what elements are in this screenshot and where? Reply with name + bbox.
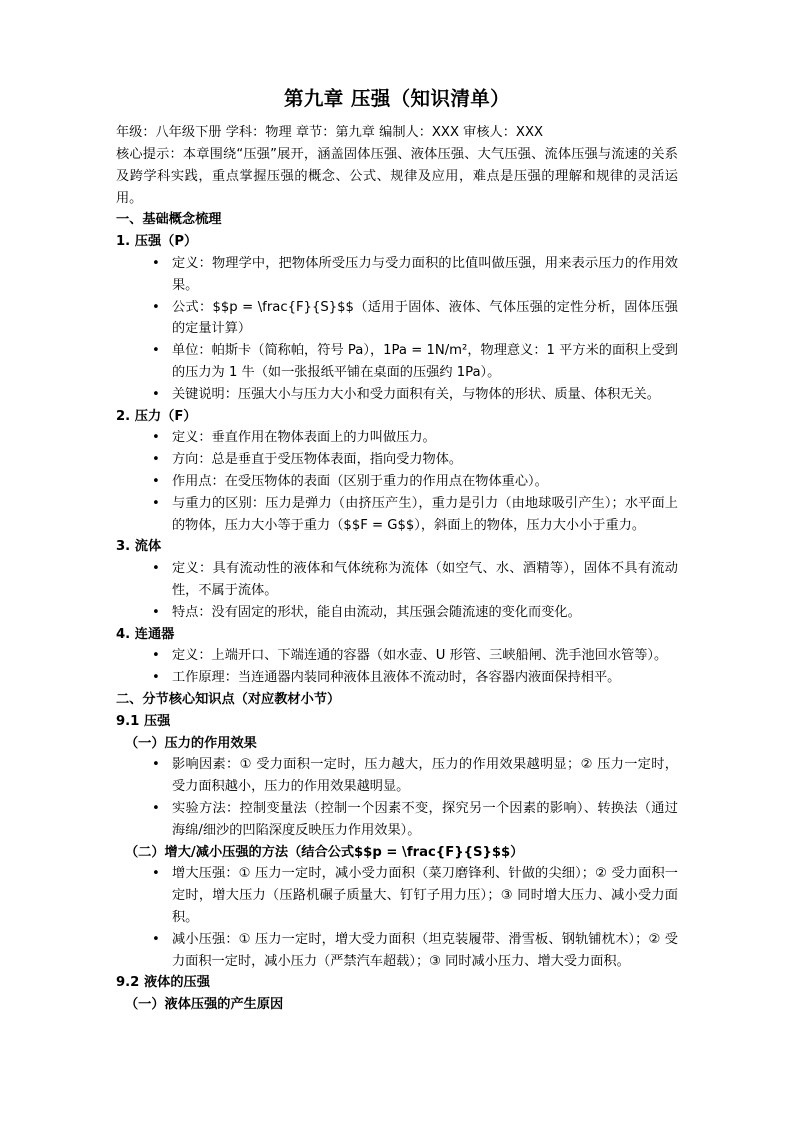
group-heading-change-pressure-methods: （二）增大/减小压强的方法（结合公式$$p = \frac{F}{S}$$） — [125, 844, 524, 860]
bullet-list-pressure — [116, 253, 678, 406]
list-item: • 与重力的区别：压力是弹力（由挤压产生），重力是引力（由地球吸引产生）；水平面上的物体，压力大小等于重力（$$F = G$$），斜面上的物体，压力大小小于重力。 — [116, 493, 678, 537]
list-item: • 增大压强：① 压力一定时，减小受力面积（菜刀磨锋利、针做的尖细）；② 受力面积一定时，增大压力（压路机碾子质量大、钉钉子用力压）；③ 同时增大压力、减小受力面积。 — [116, 863, 678, 928]
list-item: • 实验方法：控制变量法（控制一个因素不变，探究另一个因素的影响）、转换法（通过海绵/细沙的凹陷深度反映压力作用效果）。 — [116, 798, 678, 842]
concept-heading-pressure: 1. 压强（P） — [116, 234, 198, 250]
list-item: • 单位：帕斯卡（简称帕，符号 Pa），1Pa = 1N/m²，物理意义：1 平方米的面积上受到的压力为 1 牛（如一张报纸平铺在桌面的压强约 1Pa）。 — [116, 340, 678, 384]
concept-heading-communicating-vessel: 4. 连通器 — [116, 626, 175, 642]
bullet-list-communicating-vessel — [116, 645, 678, 689]
group-heading-liquid-pressure-cause: （一）液体压强的产生原因 — [125, 997, 284, 1013]
list-item: • 关键说明：压强大小与压力大小和受力面积有关，与物体的形状、质量、体积无关。 — [116, 384, 678, 406]
subsection-heading-9-2: 9.2 液体的压强 — [116, 975, 210, 991]
list-item: • 公式：$$p = \frac{F}{S}$$（适用于固体、液体、气体压强的定性分析，固体压强的定量计算） — [116, 297, 678, 341]
list-item: • 定义：上端开口、下端连通的容器（如水壶、U 形管、三峡船闸、洗手池回水管等）。 — [116, 645, 678, 667]
list-item: • 影响因素：① 受力面积一定时，压力越大，压力的作用效果越明显；② 压力一定时，受力面积越小，压力的作用效果越明显。 — [116, 754, 678, 798]
bullet-list-pressure-effect — [116, 754, 678, 841]
bullet-list-fluid — [116, 558, 678, 623]
list-item: • 定义：垂直作用在物体表面上的力叫做压力。 — [116, 427, 678, 449]
list-item: • 特点：没有固定的形状，能自由流动，其压强会随流速的变化而变化。 — [116, 602, 678, 624]
document-metadata-line: 年级：八年级下册 学科：物理 章节：第九章 编制人：XXX 审核人：XXX — [116, 125, 544, 141]
section-two-heading: 二、分节核心知识点（对应教材小节） — [116, 691, 341, 707]
list-item: • 定义：物理学中，把物体所受压力与受力面积的比值叫做压强，用来表示压力的作用效果。 — [116, 253, 678, 297]
bullet-list-change-pressure-methods — [116, 863, 678, 972]
subsection-heading-9-1: 9.1 压强 — [116, 713, 171, 729]
concept-heading-force: 2. 压力（F） — [116, 408, 197, 424]
concept-heading-fluid: 3. 流体 — [116, 539, 162, 555]
list-item: • 工作原理：当连通器内装同种液体且液体不流动时，各容器内液面保持相平。 — [116, 667, 678, 689]
section-one-heading: 一、基础概念梳理 — [116, 212, 222, 228]
list-item: • 方向：总是垂直于受压物体表面，指向受力物体。 — [116, 449, 678, 471]
list-item: • 作用点：在受压物体的表面（区别于重力的作用点在物体重心）。 — [116, 471, 678, 493]
bullet-list-force — [116, 427, 678, 536]
core-tip-paragraph: 核心提示：本章围绕“压强”展开，涵盖固体压强、液体压强、大气压强、流体压强与流速的关系及跨学科实践，重点掌握压强的概念、公式、规律及应用，难点是压强的理解和规律的灵活运用。 — [116, 147, 678, 206]
page-title: 第九章 压强（知识清单） — [283, 87, 511, 110]
group-heading-pressure-effect: （一）压力的作用效果 — [125, 735, 257, 751]
document-content — [116, 84, 678, 1016]
list-item: • 定义：具有流动性的液体和气体统称为流体（如空气、水、酒精等），固体不具有流动性，不属于流体。 — [116, 558, 678, 602]
list-item: • 减小压强：① 压力一定时，增大受力面积（坦克装履带、滑雪板、钢轨铺枕木）；② 受力面积一定时，减小压力（严禁汽车超载）；③ 同时减小压力、增大受力面积。 — [116, 929, 678, 973]
